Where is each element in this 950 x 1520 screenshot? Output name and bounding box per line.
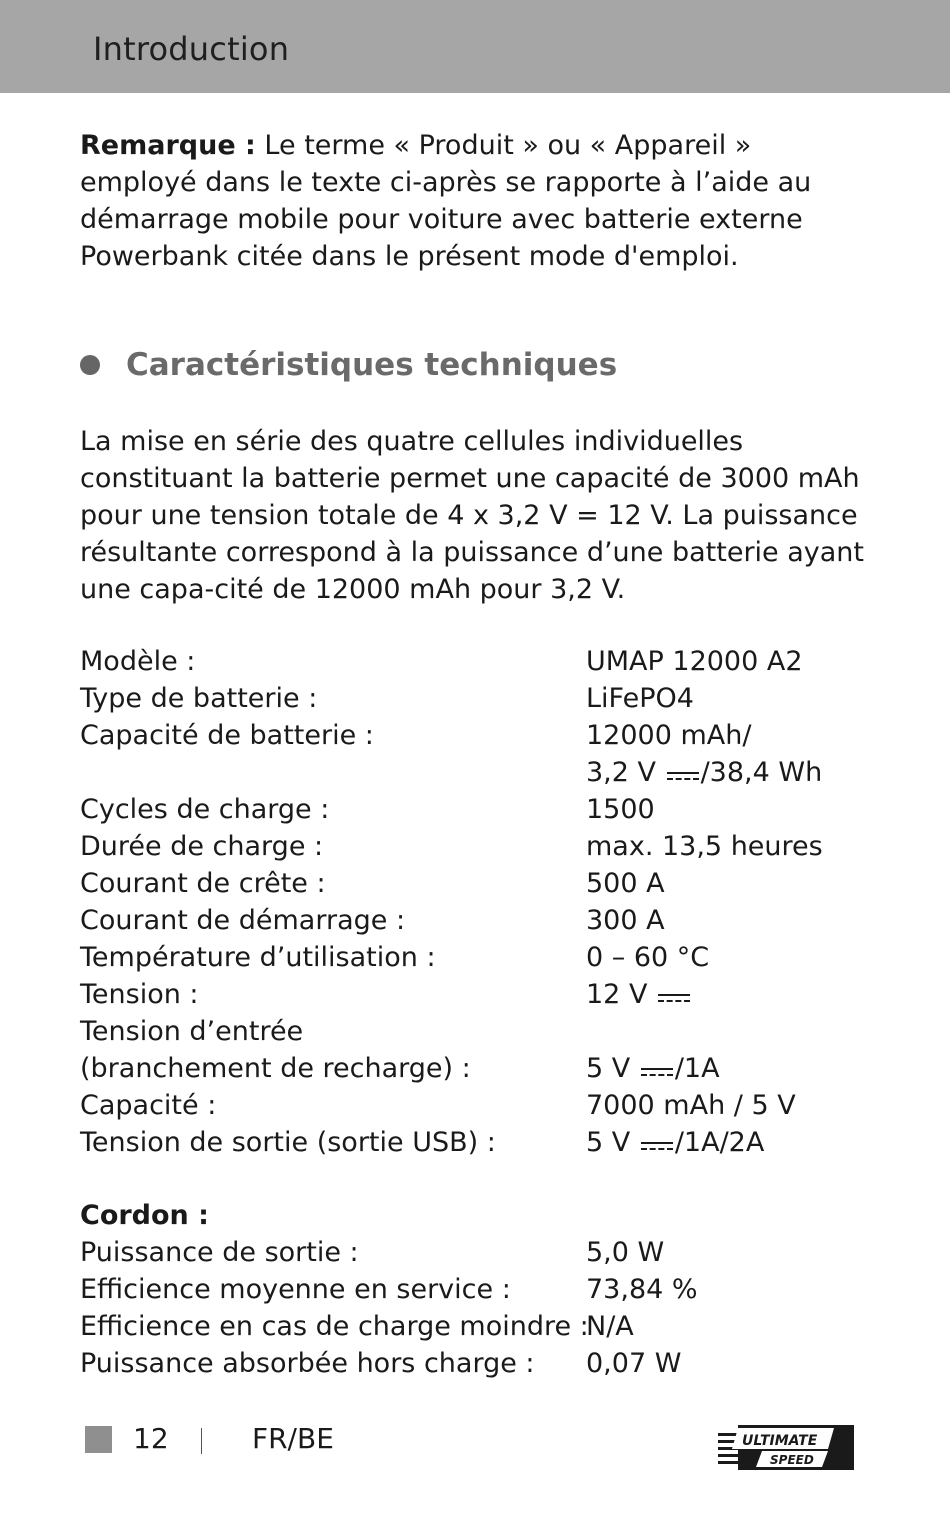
spacer <box>80 1161 880 1197</box>
remark-paragraph <box>80 127 870 275</box>
spec-row-start-current <box>80 902 880 939</box>
header-title: Introduction <box>93 30 290 68</box>
cordon-row-low-load-efficiency <box>80 1308 880 1345</box>
spec-value-part: /1A/2A <box>674 1127 765 1158</box>
spec-value: 500 A <box>586 868 665 899</box>
intro-paragraph: La mise en série des quatre cellules individuelles constituant la batterie permet une capacité de 3000 mAh pour une tension totale de 4 x 3,2 V = 12 V. La puissance résultante correspond à la puissance d’une batterie ayant une capa-cité de 12000 mAh pour 3,2 V. <box>80 426 865 605</box>
spec-label: Efficience moyenne en service : <box>80 1274 511 1305</box>
cordon-row-output-power <box>80 1234 880 1271</box>
spec-row-peak-current <box>80 865 880 902</box>
page-footer <box>0 1420 950 1470</box>
spec-value-with-symbol <box>586 1124 764 1161</box>
spec-value: 0,07 W <box>586 1348 682 1379</box>
dc-current-icon <box>641 1139 673 1153</box>
spec-value-with-symbol <box>586 1013 720 1087</box>
spec-row-battery-type <box>80 680 880 717</box>
cordon-row-no-load-power <box>80 1345 880 1382</box>
spec-label: Courant de crête : <box>80 868 326 899</box>
spec-label: Température d’utilisation : <box>80 942 436 973</box>
logo-text-line1: ULTIMATE <box>742 1433 818 1449</box>
page-number: 12 <box>133 1422 169 1455</box>
spec-value-line2 <box>586 754 822 791</box>
page-marker-icon <box>85 1426 112 1453</box>
spec-row-operating-temperature <box>80 939 880 976</box>
spec-value: 5,0 W <box>586 1237 665 1268</box>
spec-value: max. 13,5 heures <box>586 831 823 862</box>
spec-label: Efficience en cas de charge moindre : <box>80 1311 589 1342</box>
page-header <box>0 0 950 93</box>
spec-value: 73,84 % <box>586 1274 698 1305</box>
spec-label: Tension d’entrée <box>80 1016 304 1047</box>
spec-value: 0 – 60 °C <box>586 942 710 973</box>
spec-value: 12 V <box>586 979 656 1010</box>
spec-row-charge-cycles <box>80 791 880 828</box>
cordon-row-average-efficiency <box>80 1271 880 1308</box>
spec-label: Capacité de batterie : <box>80 720 374 751</box>
spec-label: Puissance de sortie : <box>80 1237 359 1268</box>
footer-divider <box>201 1428 202 1454</box>
section-title: Caractéristiques techniques <box>126 347 618 383</box>
spec-label: Puissance absorbée hors charge : <box>80 1348 535 1379</box>
spec-value: 300 A <box>586 905 665 936</box>
section-heading <box>80 343 617 387</box>
spec-row-charge-time <box>80 828 880 865</box>
spec-value-part: 5 V <box>586 1053 639 1084</box>
spec-label: Cycles de charge : <box>80 794 330 825</box>
remark-text: Le terme « Produit » ou « Appareil » employé dans le texte ci-après se rapporte à l’aide au démarrage mobile pour voiture avec batterie externe Powerbank citée dans le présent mode d'emploi. <box>80 130 812 272</box>
spec-value: LiFePO4 <box>586 683 694 714</box>
spec-value: 12000 mAh/ <box>586 720 752 751</box>
spec-row-input-voltage <box>80 1013 880 1087</box>
spec-label: Tension de sortie (sortie USB) : <box>80 1127 496 1158</box>
spec-value-with-symbol <box>586 976 692 1013</box>
language-code: FR/BE <box>252 1422 334 1455</box>
spec-label-multiline <box>80 1013 586 1087</box>
spec-value-part: 3,2 V <box>586 757 665 788</box>
spec-value: UMAP 12000 A2 <box>586 646 803 677</box>
spec-value-part: /1A <box>674 1053 720 1084</box>
spec-value-part: /38,4 Wh <box>700 757 823 788</box>
spec-row-model <box>80 643 880 680</box>
dc-current-icon <box>641 1065 673 1079</box>
spec-value: N/A <box>586 1311 634 1342</box>
spec-row-voltage <box>80 976 880 1013</box>
dc-current-icon <box>658 991 690 1005</box>
spec-label: Tension : <box>80 979 199 1010</box>
spec-row-output-voltage <box>80 1124 880 1161</box>
spec-label: Modèle : <box>80 646 196 677</box>
spec-value: 7000 mAh / 5 V <box>586 1090 796 1121</box>
spec-value: 1500 <box>586 794 655 825</box>
spec-value-multiline <box>586 717 822 791</box>
cordon-heading: Cordon : <box>80 1200 209 1231</box>
ultimate-speed-logo <box>718 1425 854 1470</box>
logo-text-line2: SPEED <box>770 1453 814 1467</box>
spec-value-part: 5 V <box>586 1127 639 1158</box>
bullet-icon <box>80 355 100 375</box>
spec-label: Capacité : <box>80 1090 217 1121</box>
spec-row-capacity <box>80 1087 880 1124</box>
spec-row-battery-capacity <box>80 717 880 791</box>
spec-table <box>80 643 880 1382</box>
spec-label: Durée de charge : <box>80 831 324 862</box>
dc-current-icon <box>667 769 699 783</box>
spec-label-line2: (branchement de recharge) : <box>80 1053 471 1084</box>
remark-label: Remarque : <box>80 130 256 161</box>
spec-label: Courant de démarrage : <box>80 905 406 936</box>
spec-label: Type de batterie : <box>80 683 318 714</box>
